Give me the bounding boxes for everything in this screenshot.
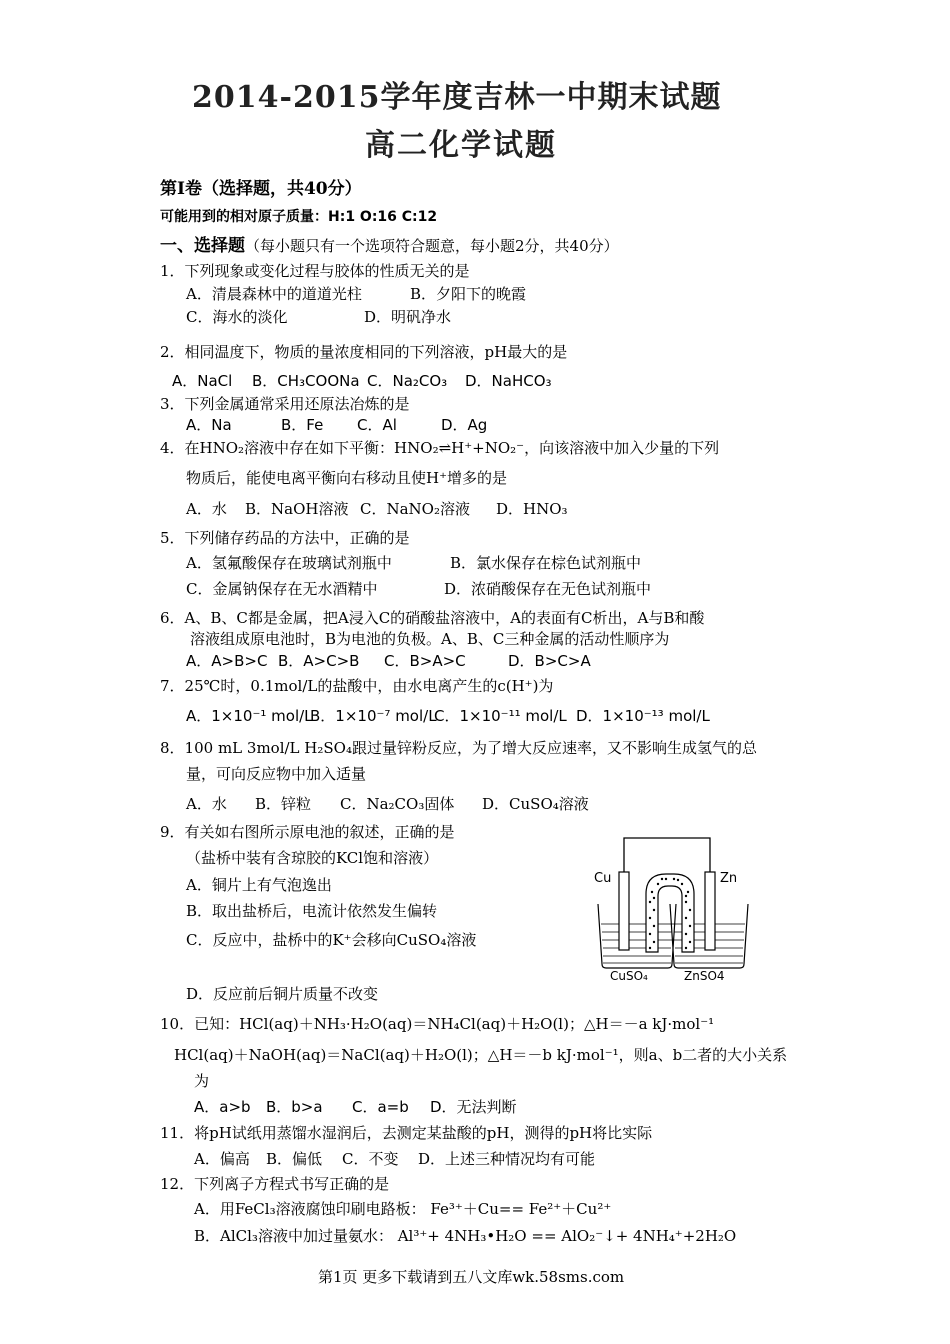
q6-option-a: A．A>B>C xyxy=(186,652,268,670)
q12-stem: 12．下列离子方程式书写正确的是 xyxy=(160,1175,390,1193)
atomic-masses: 可能用到的相对原子质量：H:1 O:16 C:12 xyxy=(160,209,438,225)
q7-stem: 7．25℃时，0.1mol/L的盐酸中，由水电离产生的c(H⁺)为 xyxy=(160,677,554,695)
q9-option-a: A．铜片上有气泡逸出 xyxy=(186,876,332,894)
q8-stem-line1: 8．100 mL 3mol/L H₂SO₄跟过量锌粉反应，为了增大反应速率，又不影响生成氢气的总 xyxy=(160,739,757,757)
q12-option-a: A．用FeCl₃溶液腐蚀印刷电路板： Fe³⁺＋Cu== Fe²⁺＋Cu²⁺ xyxy=(194,1200,612,1218)
q10-option-a: A．a>b xyxy=(194,1098,251,1116)
q10-stem-line2: HCl(aq)＋NaOH(aq)＝NaCl(aq)＋H₂O(l)；△H＝－b kJ·mol⁻¹，则a、b二者的大小关系 xyxy=(174,1046,788,1064)
q9-stem: 9．有关如右图所示原电池的叙述，正确的是 xyxy=(160,823,455,841)
zinc-electrode xyxy=(705,872,715,950)
copper-electrode xyxy=(619,872,629,950)
q2-option-a: A．NaCl xyxy=(172,372,233,390)
label-cu: Cu xyxy=(594,871,612,886)
q9-option-c: C．反应中，盐桥中的K⁺会移向CuSO₄溶液 xyxy=(186,931,477,949)
label-cuso4: CuSO₄ xyxy=(610,969,648,982)
q6-stem-line1: 6．A、B、C都是金属，把A浸入C的硝酸盐溶液中，A的表面有C析出，A与B和酸 xyxy=(160,609,705,627)
q3-stem: 3．下列金属通常采用还原法冶炼的是 xyxy=(160,395,410,413)
galvanic-cell-figure xyxy=(588,832,768,982)
q4-option-a: A．水 xyxy=(186,500,227,518)
q1-option-d: D．明矾净水 xyxy=(364,308,452,326)
page-footer: 第1页 更多下载请到五八文库wk.58sms.com xyxy=(318,1268,625,1286)
q1-stem: 1．下列现象或变化过程与胶体的性质无关的是 xyxy=(160,262,470,280)
q3-option-a: A．Na xyxy=(186,416,232,434)
q2-option-b: B．CH₃COONa xyxy=(252,372,360,390)
q4-stem-line2: 物质后，能使电离平衡向右移动且使H⁺增多的是 xyxy=(186,469,508,487)
q10-option-c: C．a=b xyxy=(352,1098,409,1116)
q8-option-d: D．CuSO₄溶液 xyxy=(482,795,589,813)
solution-left xyxy=(601,924,673,963)
q3-option-c: C．Al xyxy=(357,416,397,434)
q5-option-d: D．浓硝酸保存在无色试剂瓶中 xyxy=(444,580,652,598)
q5-option-a: A．氢氟酸保存在玻璃试剂瓶中 xyxy=(186,554,392,572)
q2-option-d: D．NaHCO₃ xyxy=(465,372,552,390)
q6-option-b: B．A>C>B xyxy=(278,652,360,670)
external-wire xyxy=(624,838,710,872)
q10-stem-line1: 10．已知：HCl(aq)＋NH₃·H₂O(aq)＝NH₄Cl(aq)＋H₂O(l)；△H＝－a kJ·mol⁻¹ xyxy=(160,1015,715,1033)
q11-option-c: C．不变 xyxy=(342,1150,399,1168)
q4-option-d: D．HNO₃ xyxy=(496,500,568,518)
q8-option-b: B．锌粒 xyxy=(255,795,312,813)
section-heading xyxy=(160,231,619,256)
q1-option-c: C．海水的淡化 xyxy=(186,308,288,326)
part-heading: 第Ⅰ卷（选择题，共40分） xyxy=(160,179,362,199)
q8-stem-line2: 量，可向反应物中加入适量 xyxy=(186,765,367,783)
q11-option-d: D．上述三种情况均有可能 xyxy=(418,1150,596,1168)
q9-option-d: D．反应前后铜片质量不改变 xyxy=(186,985,379,1003)
q12-option-b: B．AlCl₃溶液中加过量氨水： Al³⁺+ 4NH₃•H₂O == AlO₂⁻↓+ 4NH₄⁺+2H₂O xyxy=(194,1227,737,1245)
q8-option-a: A．水 xyxy=(186,795,227,813)
q9-note: （盐桥中装有含琼胶的KCl饱和溶液） xyxy=(186,849,439,867)
q7-option-c: C．1×10⁻¹¹ mol/L xyxy=(434,707,567,725)
q11-option-a: A．偏高 xyxy=(194,1150,250,1168)
q3-option-d: D．Ag xyxy=(441,416,488,434)
q6-option-d: D．B>C>A xyxy=(508,652,591,670)
q4-option-c: C．NaNO₂溶液 xyxy=(360,500,470,518)
q8-option-c: C．Na₂CO₃固体 xyxy=(340,795,455,813)
q10-stem-line3: 为 xyxy=(194,1072,210,1090)
section-title: 一、选择题 xyxy=(160,236,245,256)
q1-option-a: A．清晨森林中的道道光柱 xyxy=(186,285,362,303)
beaker-left xyxy=(598,904,676,968)
section-note: （每小题只有一个选项符合题意，每小题2分，共40分） xyxy=(245,237,619,255)
q4-option-b: B．NaOH溶液 xyxy=(245,500,349,518)
exam-subtitle: 高二化学试题 xyxy=(365,128,557,163)
q11-stem: 11．将pH试纸用蒸馏水湿润后，去测定某盐酸的pH，测得的pH将比实际 xyxy=(160,1124,653,1142)
q1-option-b: B．夕阳下的晚霞 xyxy=(410,285,527,303)
q5-option-c: C．金属钠保存在无水酒精中 xyxy=(186,580,378,598)
q10-option-d: D．无法判断 xyxy=(430,1098,517,1116)
q6-option-c: C．B>A>C xyxy=(384,652,466,670)
q7-option-d: D．1×10⁻¹³ mol/L xyxy=(576,707,710,725)
q3-option-b: B．Fe xyxy=(281,416,324,434)
q11-option-b: B．偏低 xyxy=(266,1150,323,1168)
q5-option-b: B．氯水保存在棕色试剂瓶中 xyxy=(450,554,642,572)
q7-option-b: B．1×10⁻⁷ mol/L xyxy=(310,707,437,725)
label-znso4: ZnSO4 xyxy=(684,969,725,982)
q2-stem: 2．相同温度下，物质的量浓度相同的下列溶液，pH最大的是 xyxy=(160,343,568,361)
q5-stem: 5．下列储存药品的方法中，正确的是 xyxy=(160,529,410,547)
q9-option-b: B．取出盐桥后，电流计依然发生偏转 xyxy=(186,902,438,920)
q2-option-c: C．Na₂CO₃ xyxy=(367,372,448,390)
q7-option-a: A．1×10⁻¹ mol/L xyxy=(186,707,313,725)
q4-stem-line1: 4．在HNO₂溶液中存在如下平衡：HNO₂⇌H⁺+NO₂⁻，向该溶液中加入少量的下列 xyxy=(160,439,720,457)
q6-stem-line2: 溶液组成原电池时，B为电池的负极。A、B、C三种金属的活动性顺序为 xyxy=(190,630,670,648)
exam-title: 2014-2015学年度吉林一中期末试题 xyxy=(192,80,722,115)
label-zn: Zn xyxy=(720,871,738,886)
q10-option-b: B．b>a xyxy=(266,1098,323,1116)
